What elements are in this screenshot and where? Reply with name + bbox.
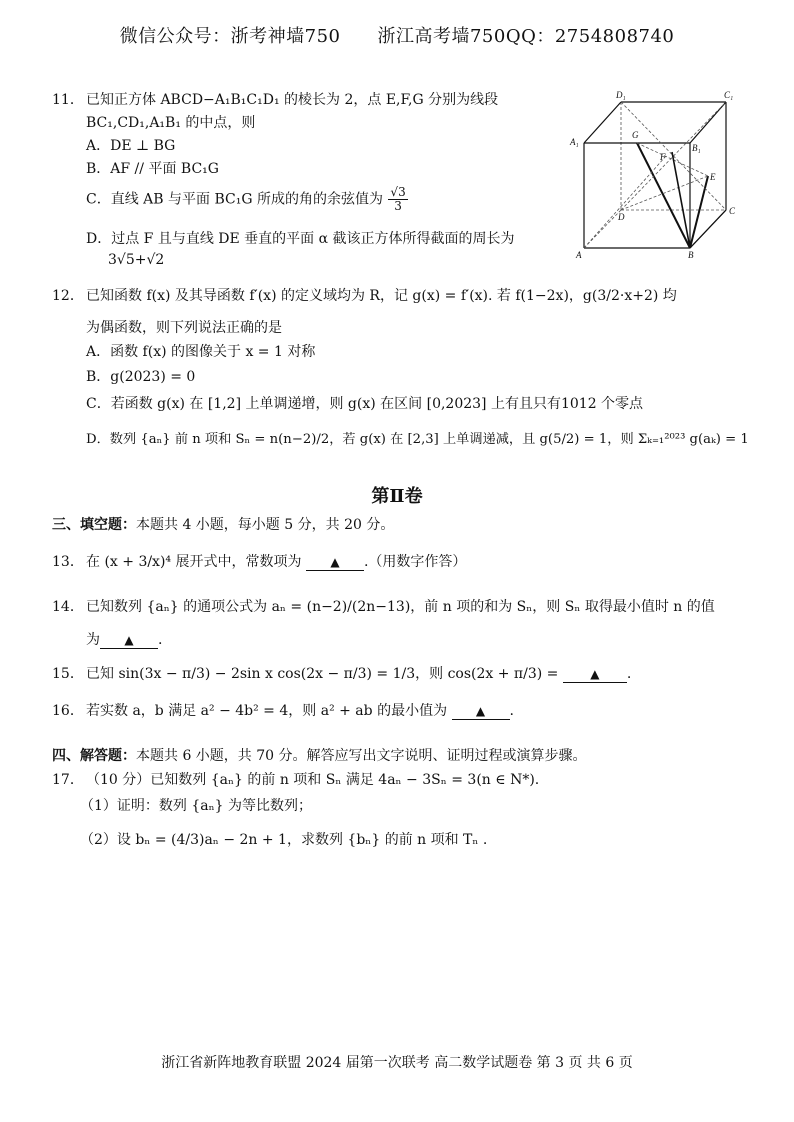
q16-answer-blank[interactable]: ▲ xyxy=(452,703,510,720)
cube-label-d1: D₁ xyxy=(616,90,626,100)
q11-stem-line1 xyxy=(52,90,498,110)
q11-option-a: A．DE ⊥ BG xyxy=(86,138,176,154)
q17-number: 17． xyxy=(52,772,84,788)
page-footer: 浙江省新阵地教育联盟 2024 届第一次联考 高二数学试题卷 第 3 页 共 6 页 xyxy=(161,1055,633,1071)
cube-label-c: C xyxy=(729,206,736,216)
q17 xyxy=(52,770,539,790)
section-4-desc: 本题共 6 小题，共 70 分。解答应写出文字说明、证明过程或演算步骤。 xyxy=(136,748,587,764)
q12-stem2: 为偶函数，则下列说法正确的是 xyxy=(86,320,282,336)
section-4-label: 四、解答题： xyxy=(52,748,136,764)
cube-label-a: A xyxy=(576,250,582,260)
q14-number: 14． xyxy=(52,599,84,615)
q12-stem1: 已知函数 f(x) 及其导函数 f′(x) 的定义域均为 R，记 g(x) = f′(x). 若 f(1−2x)，g(3/2·x+2) 均 xyxy=(86,288,677,304)
cube-label-b: B xyxy=(688,250,694,260)
q13-answer-blank[interactable]: ▲ xyxy=(306,554,364,571)
cube-label-e: E xyxy=(710,172,716,182)
q15-tail: . xyxy=(626,666,632,682)
cube-label-a1: A₁ xyxy=(570,137,579,147)
q11-option-c-text: C．直线 AB 与平面 BC₁G 所成的角的余弦值为 xyxy=(86,191,383,208)
q17-text: （10 分）已知数列 {aₙ} 的前 n 项和 Sₙ 满足 4aₙ − 3Sₙ = 3(n ∈ N*). xyxy=(86,772,540,788)
cube-label-b1: B₁ xyxy=(692,143,701,153)
cube-label-g: G xyxy=(632,130,639,140)
q14-tail: . xyxy=(158,632,163,648)
q16-tail: . xyxy=(509,703,514,719)
part-two-title: 第Ⅱ卷 xyxy=(371,486,423,507)
q16 xyxy=(52,701,514,721)
q12-option-b: B．g(2023) = 0 xyxy=(86,369,196,385)
section-3-heading xyxy=(52,515,394,535)
q15-answer-blank[interactable]: ▲ xyxy=(563,666,627,683)
cube-figure xyxy=(566,88,746,263)
q14-text: 已知数列 {aₙ} 的通项公式为 aₙ = (n−2)/(2n−13)，前 n 项的和为 Sₙ，则 Sₙ 取得最小值时 n 的值 xyxy=(86,599,715,615)
q11-option-b: B．AF // 平面 BC₁G xyxy=(86,161,219,177)
q14 xyxy=(52,597,715,617)
q14-line2-text: 为 xyxy=(86,632,100,648)
q11-option-d-line1: D．过点 F 且与直线 DE 垂直的平面 α 截该正方体所得截面的周长为 xyxy=(86,231,515,247)
q17-part2: （2）设 bₙ = (4/3)aₙ − 2n + 1，求数列 {bₙ} 的前 n 项和 Tₙ . xyxy=(80,832,488,848)
q11-c-numerator: √3 xyxy=(390,185,406,199)
q15 xyxy=(52,664,631,684)
cube-label-f: F xyxy=(660,152,666,162)
q12-number: 12． xyxy=(52,288,84,304)
q11-stem1: 已知正方体 ABCD−A₁B₁C₁D₁ 的棱长为 2，点 E,F,G 分别为线段 xyxy=(86,92,499,108)
q13 xyxy=(52,552,466,572)
section-3-label: 三、填空题： xyxy=(52,517,136,533)
q11-option-c xyxy=(86,186,409,213)
q12-option-d: D．数列 {aₙ} 前 n 项和 Sₙ = n(n−2)/2，若 g(x) 在 [2,3] 上单调递减，且 g(5/2) = 1，则 Σₖ₌₁²⁰²³ g(aₖ) = 1 xyxy=(86,432,749,447)
section-3-desc: 本题共 4 小题，每小题 5 分，共 20 分。 xyxy=(136,517,395,533)
q11-number: 11． xyxy=(52,92,84,108)
q14-answer-blank[interactable]: ▲ xyxy=(100,632,158,649)
q15-number: 15． xyxy=(52,666,84,682)
q12-option-a: A．函数 f(x) 的图像关于 x = 1 对称 xyxy=(86,344,316,360)
q12-option-c: C．若函数 g(x) 在 [1,2] 上单调递增，则 g(x) 在区间 [0,2023] 上有且只有1012 个零点 xyxy=(86,396,644,412)
q16-text: 若实数 a，b 满足 a² − 4b² = 4，则 a² + ab 的最小值为 xyxy=(86,703,448,719)
q15-text: 已知 sin(3x − π/3) − 2sin x cos(2x − π/3) = 1/3，则 cos(2x + π/3) = xyxy=(86,666,559,682)
q11-c-denominator: 3 xyxy=(394,199,402,213)
q11-option-d-line2: 3√5+√2 xyxy=(108,252,165,268)
q16-number: 16． xyxy=(52,703,84,719)
q11-option-c-fraction xyxy=(388,186,407,213)
page-header: 微信公众号：浙考神墙750 浙江高考墙750QQ：2754808740 xyxy=(119,26,675,47)
q14-line2 xyxy=(86,630,162,650)
q13-text: 在 (x + 3/x)⁴ 展开式中，常数项为 xyxy=(86,554,302,570)
q13-number: 13． xyxy=(52,554,84,570)
section-4-heading xyxy=(52,746,587,766)
cube-label-d: D xyxy=(618,212,625,222)
q17-part1: （1）证明：数列 {aₙ} 为等比数列； xyxy=(80,798,313,814)
q11-stem2: BC₁,CD₁,A₁B₁ 的中点，则 xyxy=(86,115,256,131)
q13-tail: .（用数字作答） xyxy=(363,554,467,570)
q12-stem-line1 xyxy=(52,286,677,306)
cube-label-c1: C₁ xyxy=(724,90,734,100)
